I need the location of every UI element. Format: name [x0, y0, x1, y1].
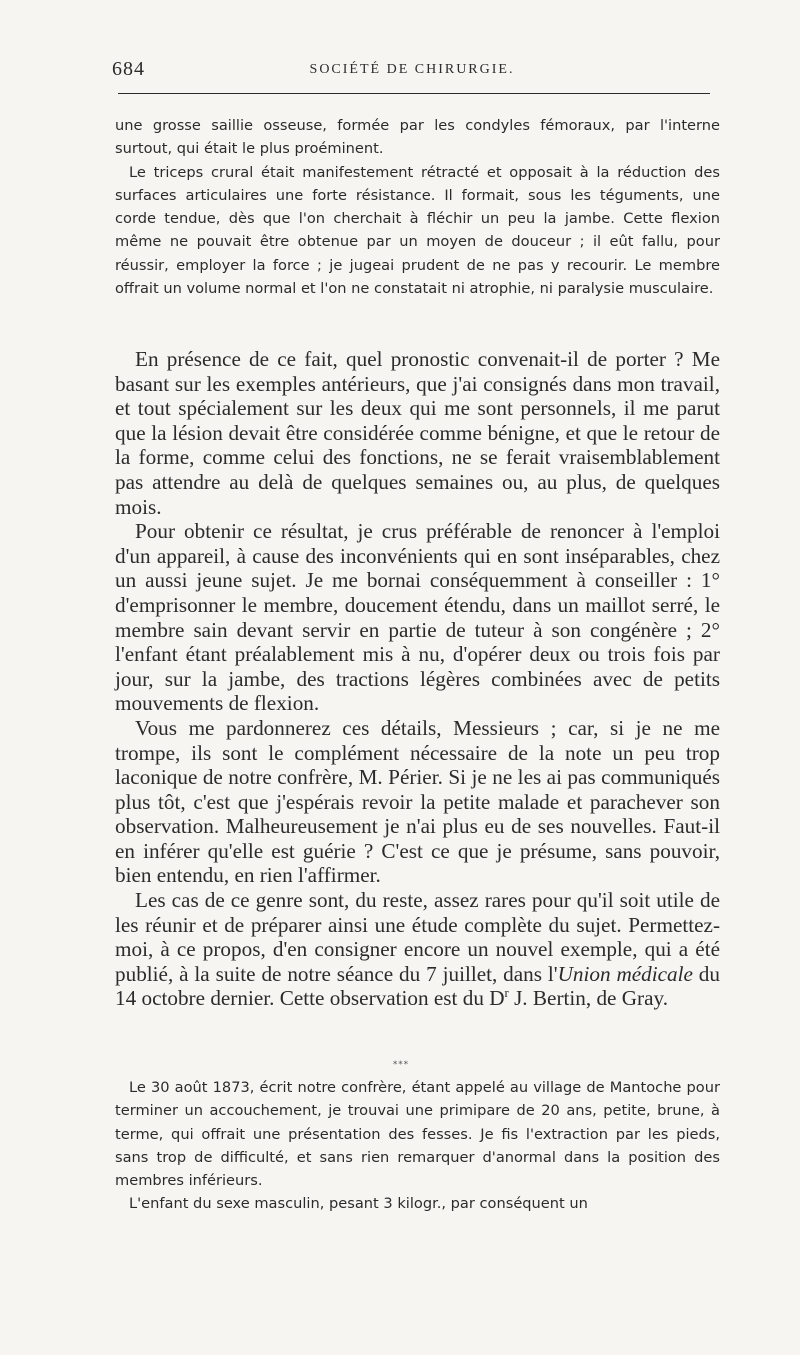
paragraph: Le triceps crural était manifestement rétracté et opposait à la réduction des surfaces articulaires une forte résistance. Il formait, sous les téguments, une corde tendue, dès que l'on cherchait à fléchir un peu la jambe. Cette flexion même ne pouvait être obtenue par un moyen de douceur ; il eût fallu, pour réussir, employer la force ; je jugeai prudent de ne pas y recourir. Le membre offrait un volume normal et l'on ne constatait ni atrophie, ni paralysie musculaire.	[115, 163, 720, 298]
text-run: Les cas de ce genre sont, du reste, assez rares pour qu'il soit utile de les réunir et de préparer ainsi une étude complète du sujet. Permettez-moi, à ce propos, d'en consigner encore un nouvel exemple, qui a été publié, à la suite de notre séance du 7 juillet, dans l'	[115, 888, 720, 986]
main-text-block	[115, 347, 720, 1011]
paragraph: Le 30 août 1873, écrit notre confrère, étant appelé au village de Mantoche pour terminer un accouchement, je trouvai une primipare de 20 ans, petite, brune, à terme, qui offrait une présentation des fesses. Je fis l'extraction par les pieds, sans trop de difficulté, et sans rien remarquer d'anormal dans la position des membres inférieurs.	[115, 1079, 720, 1190]
text-run: J. Bertin, de Gray.	[508, 986, 669, 1011]
paragraph: Pour obtenir ce résultat, je crus préférable de renoncer à l'emploi d'un appareil, à cause des inconvénients qui en sont inséparables, chez un aussi jeune sujet. Je me bornai conséquemment à conseiller : 1° d'emprisonner le membre, doucement étendu, dans un maillot serré, le membre sain devant servir en partie de tuteur à son congénère ; 2° l'enfant étant préalablement mis à nu, d'opérer deux ou trois fois par jour, sur la jambe, des tractions légères combinées avec de petits mouvements de flexion.	[115, 519, 720, 716]
case-description-block	[115, 114, 720, 300]
paragraph: L'enfant du sexe masculin, pesant 3 kilogr., par conséquent un	[129, 1195, 588, 1213]
paragraph	[115, 888, 720, 1011]
running-title: SOCIÉTÉ DE CHIRURGIE.	[309, 62, 515, 77]
superscript: r	[504, 986, 509, 1001]
quoted-observation-block	[115, 1076, 720, 1216]
text-run: du 14 octobre dernier. Cette observation est du D	[115, 961, 720, 1011]
section-separator: * * *	[392, 1060, 408, 1070]
page-header	[112, 58, 712, 82]
page-number: 684	[112, 58, 145, 80]
paragraph: En présence de ce fait, quel pronostic convenait-il de porter ? Me basant sur les exemples antérieurs, que j'ai consignés dans mon travail, et tout spécialement sur les deux qui me sont personnels, il me parut que la lésion devait être considérée comme bénigne, et que le retour de la forme, comme celui des fonctions, ne se ferait vraisemblablement pas attendre au delà de quelques semaines ou, au plus, de quelques mois.	[115, 347, 720, 519]
journal-title: Union médicale	[557, 961, 693, 986]
paragraph: une grosse saillie osseuse, formée par les condyles fémoraux, par l'interne surtout, qui était le plus proéminent.	[115, 117, 720, 158]
header-rule	[118, 93, 710, 94]
paragraph: Vous me pardonnerez ces détails, Messieurs ; car, si je ne me trompe, ils sont le complément nécessaire de la note un peu trop laconique de notre confrère, M. Périer. Si je ne les ai pas communiqués plus tôt, c'est que j'espérais revoir la petite malade et parachever son observation. Malheureusement je n'ai plus eu de ses nouvelles. Faut-il en inférer qu'elle est guérie ? C'est ce que je présume, sans pouvoir, bien entendu, en rien l'affirmer.	[115, 715, 720, 888]
